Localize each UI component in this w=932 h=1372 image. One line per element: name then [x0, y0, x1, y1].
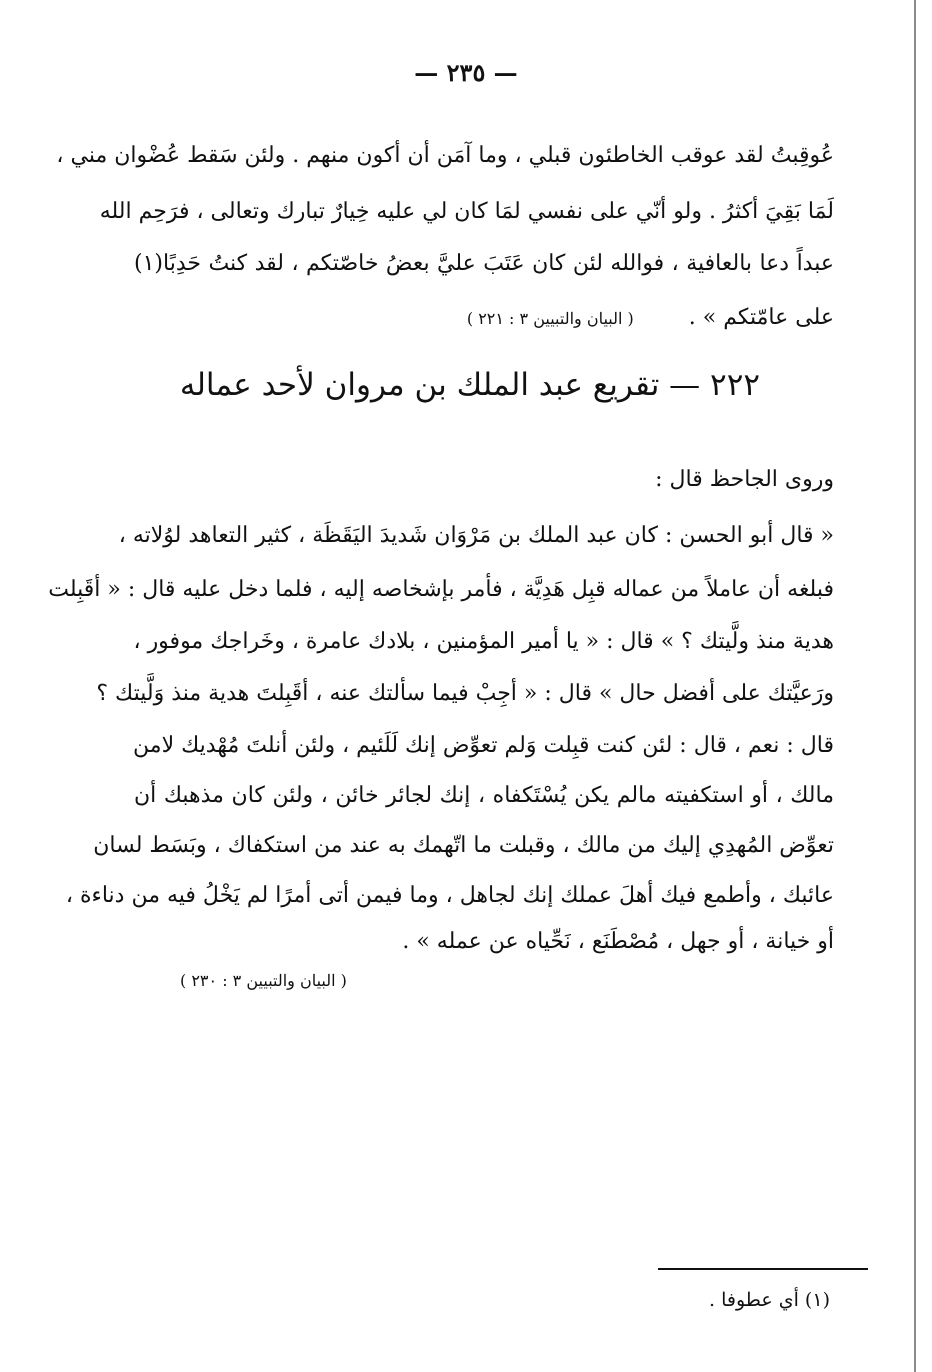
- passage-line: عُوقِبتُ لقد عوقب الخاطئون قبلي ، وما آمَن أن أكون منهم . ولئن سَقط عُضْوان مني ،: [56, 143, 834, 168]
- section-line: تعوِّض المُهدِي إليك من مالك ، وقبلت ما اتّهمك به عند من استكفاك ، وبَسَط لسان: [93, 833, 834, 858]
- section-intro: وروى الجاحظ قال :: [655, 467, 834, 492]
- section-line: ورَعيَّتك على أفضل حال » قال : « أجِبْ فيما سألتك عنه ، أقَبِلتَ هدية منذ وَلَّيتك ؟: [96, 681, 834, 706]
- section-line: مالك ، أو استكفيته مالم يكن يُسْتَكفاه ، إنك لجائر خائن ، ولئن كان مذهبك أن: [134, 783, 834, 808]
- section-line: فبلغه أن عاملاً من عماله قبِل هَدِيَّة ، فأمر بإشخاصه إليه ، فلما دخل عليه قال : « أقَبِلت: [48, 577, 834, 602]
- page-number: — ٢٣٥ —: [414, 58, 518, 87]
- passage-line-text: على عامّتكم » .: [688, 305, 834, 330]
- section-line: قال : نعم ، قال : لئن كنت قبِلت وَلم تعوِّض إنك لَلَئيم ، ولئن أنلتَ مُهْديك لامن: [133, 733, 834, 758]
- section-line: « قال أبو الحسن : كان عبد الملك بن مَرْوَان شَديدَ اليَقَظَة ، كثير التعاهد لوُلاته ،: [118, 523, 834, 548]
- passage-line: لَمَا بَقِيَ أكثرُ . ولو أنّي على نفسي لمَا كان لي عليه خِيارٌ تبارك وتعالى ، فرَحِم الله: [99, 199, 834, 224]
- page-binding-edge: [914, 0, 916, 1372]
- citation-source: ( البيان والتبيين ٣ : ٢٢١ ): [466, 309, 634, 328]
- section-heading: ٢٢٢ — تقريع عبد الملك بن مروان لأحد عماله: [179, 367, 760, 403]
- section-line: عائبك ، وأطمع فيك أهلَ عملك إنك لجاهل ، وما فيمن أتى أمرًا لم يَخْلُ فيه من دناءة ،: [65, 883, 834, 908]
- footnote: (١) أي عطوفا .: [709, 1289, 830, 1311]
- footnote-divider: [658, 1268, 868, 1270]
- section-line: هدية منذ ولَّيتك ؟ » قال : « يا أمير المؤمنين ، بلادك عامرة ، وخَراجك موفور ،: [133, 629, 834, 654]
- section-line: أو خيانة ، أو جهل ، مُصْطَنَع ، نَحِّياه عن عمله » .: [402, 929, 834, 954]
- citation-source: ( البيان والتبيين ٣ : ٢٣٠ ): [180, 971, 347, 990]
- passage-line: [134, 298, 834, 339]
- passage-line: عبداً دعا بالعافية ، فوالله لئن كان عَتَبَ عليَّ بعضُ خاصّتكم ، لقد كنتُ حَدِبًا(١): [134, 251, 834, 276]
